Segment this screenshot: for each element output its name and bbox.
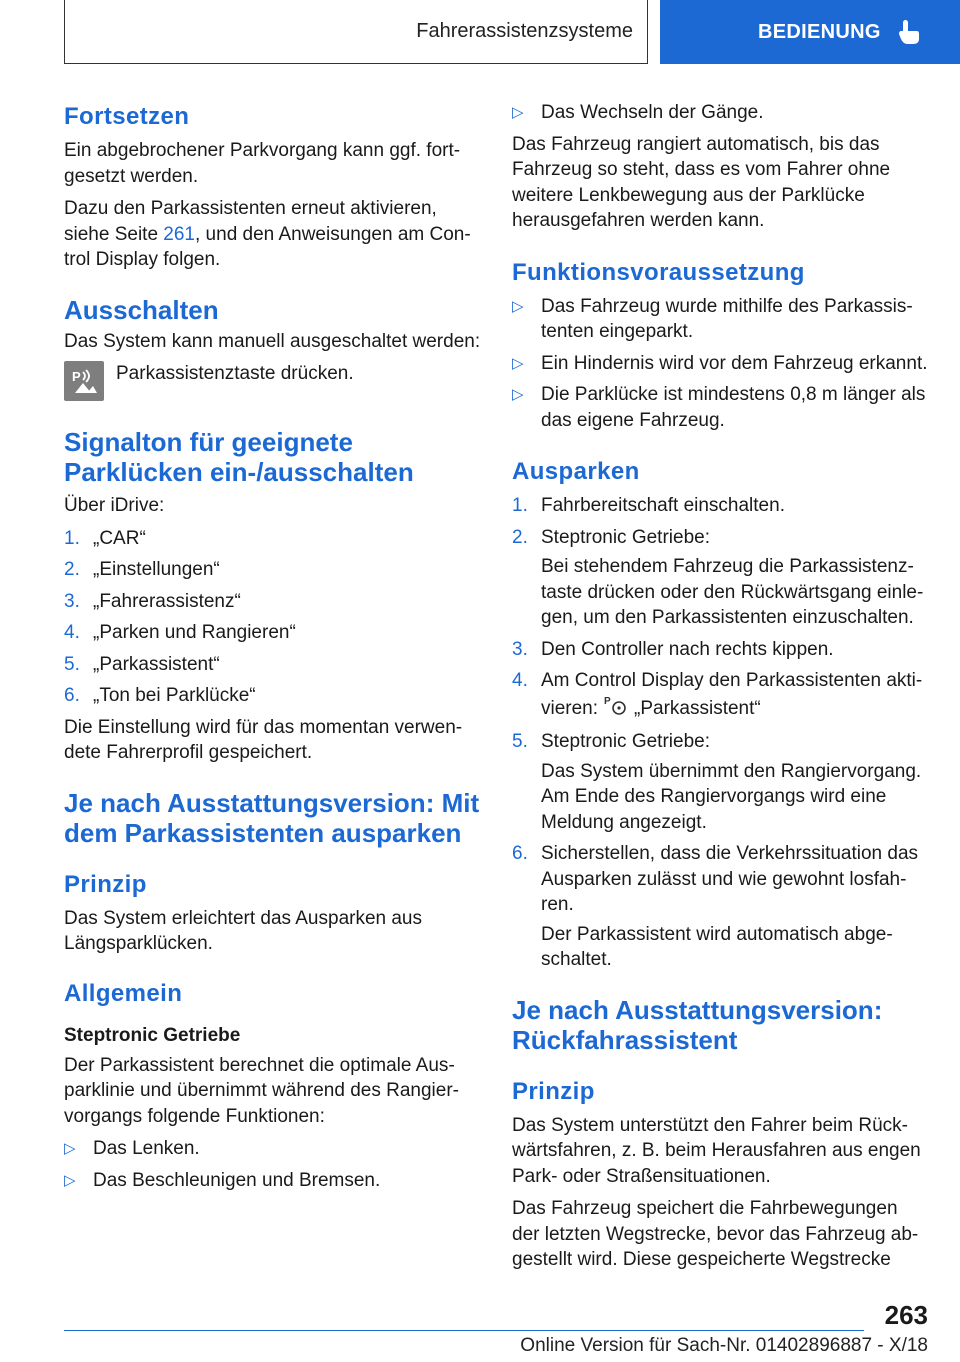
key-instruction: [64, 361, 482, 401]
heading-ausparken-steps: Ausparken: [512, 458, 640, 485]
heading-rueckfahrassistent: Je nach Ausstattungsversion: Rückfahrassistent: [512, 994, 883, 1055]
paragraph: Ein abgebrochener Parkvorgang kann ggf. fortgesetzt werden.: [64, 140, 461, 187]
heading-ausparken: Je nach Ausstattungsversion: Mit dem Parkassistenten ausparken: [64, 787, 480, 848]
heading-rueck-prinzip: Prinzip: [512, 1077, 595, 1105]
running-header-section: [64, 0, 648, 64]
list-item: ▷ Ein Hindernis wird vor dem Fahrzeug erkannt.: [512, 352, 928, 374]
function-list-continued: [512, 100, 930, 126]
park-assist-menu-icon: [602, 694, 628, 724]
paragraph: Der Parkassistent berechnet die optimale Ausparklinie und übernimmt während des Rangiervorgangs folgende Funktionen:: [64, 1054, 459, 1127]
list-item: 4. „Parken und Rangieren“: [64, 622, 296, 643]
section-funktionsvoraussetzung: [512, 256, 930, 434]
page-link[interactable]: 261: [163, 223, 195, 245]
list-item: ▷ Die Parklücke ist mindestens 0,8 m länger als das eigene Fahrzeug.: [512, 384, 926, 431]
list-item: 1. Fahrbereitschaft einschalten.: [512, 495, 785, 516]
requirement-list: [512, 294, 930, 434]
svg-text:P: P: [604, 695, 611, 707]
list-item: 4. Am Control Display den Parkassistenten aktivieren: P „Parkassistent“: [512, 668, 930, 723]
left-column: [64, 100, 482, 1217]
paragraph: [64, 196, 482, 273]
heading-signalton: Signalton für geeignete Parklücken ein-/ausschalten: [64, 427, 414, 487]
text: Dazu den Parkassistenten erneut aktivieren, siehe Seite: [64, 198, 437, 245]
section-ausschalten: [64, 295, 482, 402]
paragraph: Das Fahrzeug rangiert automatisch, bis das Fahrzeug so steht, dass es vom Fahrer ohne weitere Lenkbewegung aus der Parklücke herausgefahren werden kann.: [512, 133, 891, 231]
footer-divider: [64, 1330, 864, 1331]
list-item: ▷ Das Lenken.: [64, 1138, 200, 1159]
section-fortsetzen: [64, 100, 482, 273]
section-title: Fahrerassistenzsysteme: [416, 20, 633, 42]
running-header-chapter: [660, 0, 960, 64]
section-allgemein: [64, 977, 482, 1194]
idrive-steps: [64, 526, 482, 709]
hand-pointer-icon: [897, 18, 921, 46]
list-item: 3. Den Controller nach rechts kippen.: [512, 638, 834, 660]
page-number: 263: [884, 1300, 928, 1330]
park-assist-key-icon: [64, 361, 104, 401]
svg-text:P: P: [72, 369, 81, 384]
list-item: 2. Steptronic Getriebe: Bei stehendem Fahrzeug die Parkassistenztaste drücken oder den Rückwärtsgang einlegen, um den Parkassistenten einzuschalten.: [512, 526, 924, 628]
heading-funktionsvoraussetzung: Funktionsvoraussetzung: [512, 258, 805, 286]
chapter-title: BEDIENUNG: [758, 20, 881, 43]
list-item: 6. Sicherstellen, dass die Verkehrssituation das Ausparken zulässt und wie gewohnt losfahren. Der Parkassistent wird automatisch abgeschaltet.: [512, 843, 919, 970]
heading-prinzip: Prinzip: [64, 870, 147, 898]
paragraph: Das Fahrzeug speichert die Fahrbewegungen der letzten Wegstrecke, bevor das Fahrzeug abgestellt wird. Diese gespeicherte Wegstrecke: [512, 1198, 919, 1270]
list-item: 6. „Ton bei Parklücke“: [64, 685, 256, 706]
list-item: 1. „CAR“: [64, 527, 146, 549]
section-ausparken-steps: [512, 455, 930, 973]
text: , und den Anweisungen am Control Display folgen.: [64, 223, 471, 270]
function-list: [64, 1136, 482, 1193]
list-item: 5. Steptronic Getriebe: Das System übernimmt den Rangiervorgang. Am Ende des Rangiervorgangs wird eine Meldung angezeigt.: [512, 731, 922, 833]
paragraph: Über iDrive:: [64, 495, 165, 516]
list-item: ▷ Das Wechseln der Gänge.: [512, 102, 764, 123]
heading-allgemein: Allgemein: [64, 979, 183, 1007]
footer-text: Online Version für Sach-Nr. 01402896887 - X/18: [520, 1335, 928, 1356]
paragraph: Das System unterstützt den Fahrer beim Rückwärtsfahren, z. B. beim Herausfahren aus engen Park- oder Straßensituationen.: [512, 1114, 921, 1187]
subheading-steptronic: Steptronic Getriebe: [64, 1024, 241, 1046]
ausparken-steps: [512, 493, 930, 973]
list-item: 2. „Einstellungen“: [64, 559, 220, 580]
heading-fortsetzen: Fortsetzen: [64, 103, 190, 130]
list-item: 3. „Fahrerassistenz“: [64, 590, 241, 612]
section-signalton: [64, 427, 482, 766]
list-item: ▷ Das Fahrzeug wurde mithilfe des Parkassistenten eingeparkt.: [512, 295, 913, 342]
right-column: [512, 100, 930, 1297]
list-item: 5. „Parkassistent“: [64, 653, 220, 675]
section-rueck-prinzip: [512, 1075, 930, 1273]
section-prinzip: [64, 868, 482, 957]
paragraph: Die Einstellung wird für das momentan verwendete Fahrerprofil gespeichert.: [64, 716, 463, 763]
list-item: ▷ Das Beschleunigen und Bremsen.: [64, 1169, 381, 1191]
paragraph: Das System kann manuell ausgeschaltet werden:: [64, 330, 481, 352]
heading-ausschalten: Ausschalten: [64, 294, 219, 325]
key-instruction-text: Parkassistenztaste drücken.: [116, 363, 354, 384]
paragraph: Das System erleichtert das Ausparken aus Längsparklücken.: [64, 907, 423, 954]
